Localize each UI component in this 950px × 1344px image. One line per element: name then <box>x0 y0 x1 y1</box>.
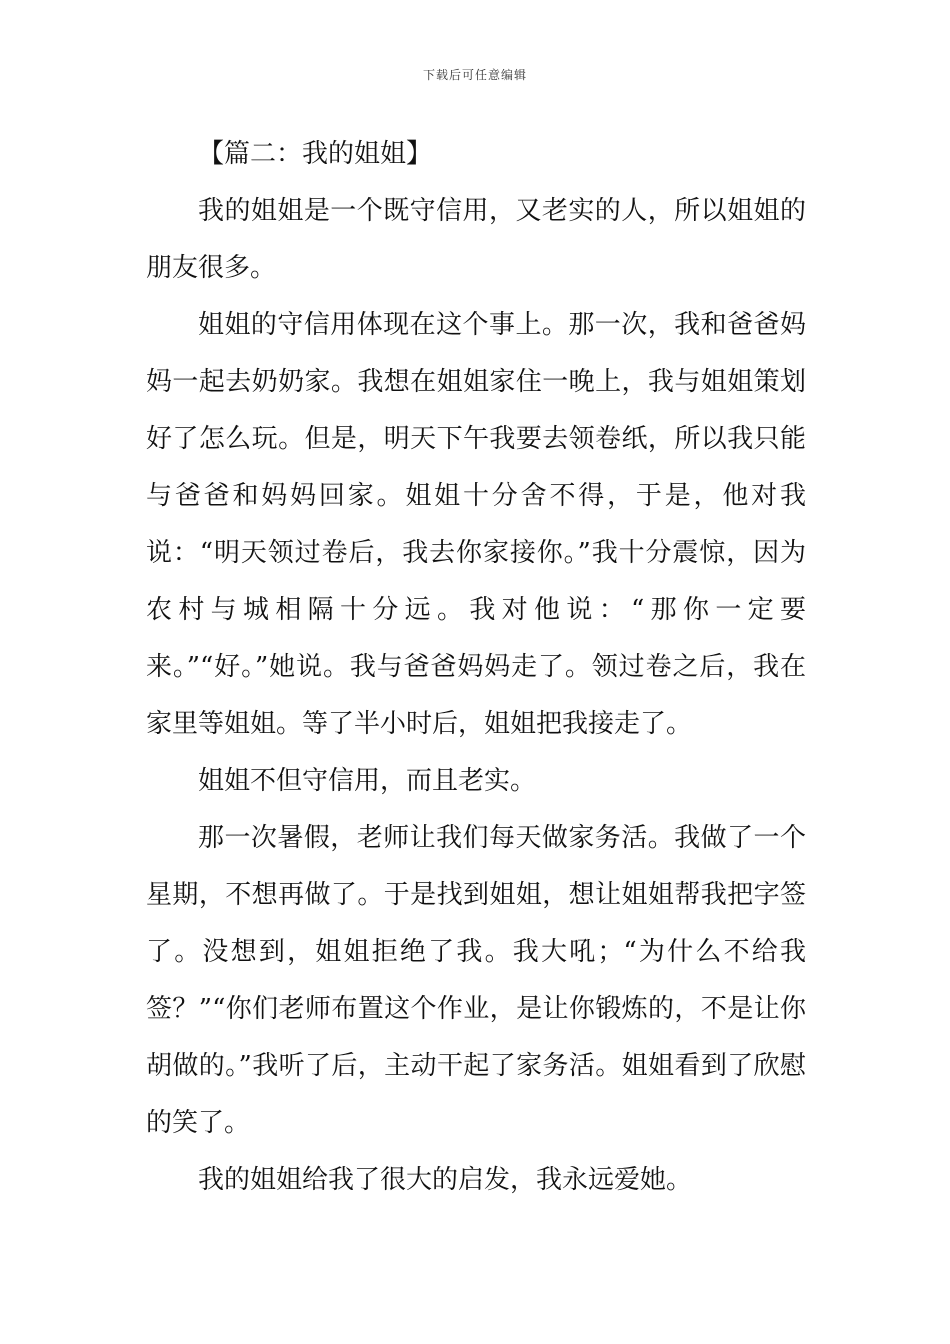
article-title: 【篇二：我的姐姐】 <box>198 139 433 169</box>
article-paragraph-1: 我的姐姐是一个既守信用，又老实的人，所以姐姐的朋友很多。 <box>146 196 806 283</box>
article-paragraph-5: 我的姐姐给我了很大的启发，我永远爱她。 <box>198 1165 693 1195</box>
article-paragraph-2: 姐姐的守信用体现在这个事上。那一次，我和爸爸妈妈一起去奶奶家。我想在姐姐家住一晚上，我与姐姐策划好了怎么玩。但是，明天下午我要去领卷纸，所以我只能与爸爸和妈妈回家。姐姐十分舍不得，于是，他对我说：“明天领过卷后，我去你家接你。”我十分震惊，因为农村与城相隔十分远。我对他说：“那你一定要来。”“好。”她说。我与爸爸妈妈走了。领过卷之后，我在家里等姐姐。等了半小时后，姐姐把我接走了。 <box>146 310 806 739</box>
article-paragraph-3: 姐姐不但守信用，而且老实。 <box>198 766 537 796</box>
article-body <box>146 126 806 1209</box>
page-header-note: 下载后可任意编辑 <box>422 68 527 82</box>
article-paragraph-4: 那一次暑假，老师让我们每天做家务活。我做了一个星期，不想再做了。于是找到姐姐，想让姐姐帮我把字签了。没想到，姐姐拒绝了我。我大吼；“为什么不给我签？”“你们老师布置这个作业，是让你锻炼的，不是让你胡做的。”我听了后，主动干起了家务活。姐姐看到了欣慰的笑了。 <box>146 823 806 1138</box>
